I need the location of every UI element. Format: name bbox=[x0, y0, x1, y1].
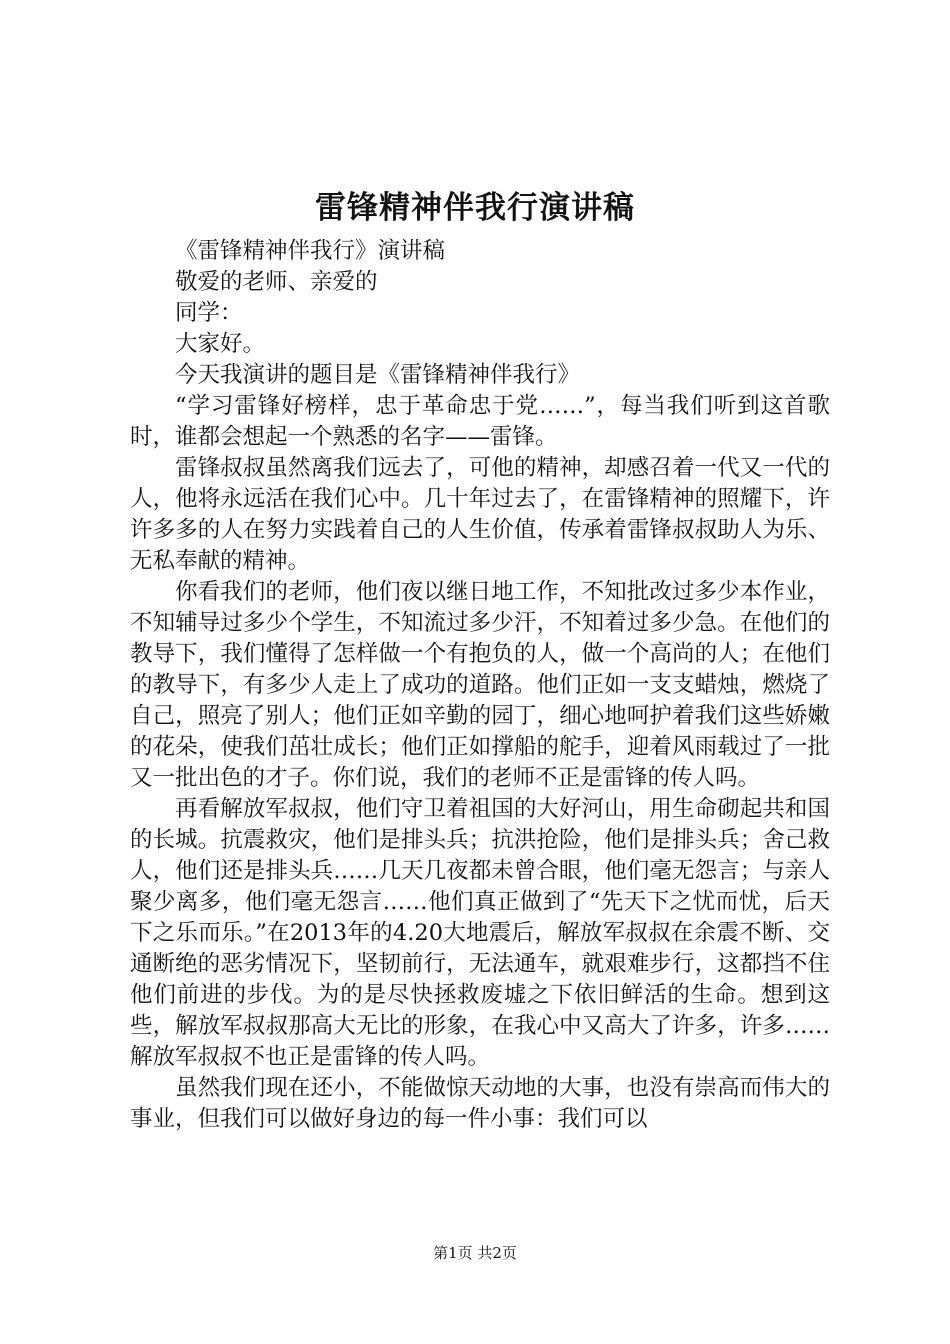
paragraph-song: “学习雷锋好榜样，忠于革命忠于党……”，每当我们听到这首歌时，谁都会想起一个熟悉的名字——雷锋。 bbox=[130, 393, 830, 450]
paragraph-soldiers: 再看解放军叔叔，他们守卫着祖国的大好河山，用生命砌起共和国的长城。抗震救灾，他们是排头兵；抗洪抢险，他们是排头兵；舍己救人，他们还是排头兵……几天几夜都未曾合眼，他们毫无怨言；与亲人聚少离多，他们毫无怨言……他们真正做到了“先天下之忧而忧，后天下之乐而乐。”在2013年的4.20大地震后，解放军叔叔在余震不断、交通断绝的恶劣情况下，坚韧前行，无法通车，就艰难步行，这都挡不住他们前进的步伐。为的是尽快拯救废墟之下依旧鲜活的生命。想到这些，解放军叔叔那高大无比的形象，在我心中又高大了许多，许多……解放军叔叔不也正是雷锋的传人吗。 bbox=[130, 796, 830, 1070]
paragraph-spirit: 雷锋叔叔虽然离我们远去了，可他的精神，却感召着一代又一代的人，他将永远活在我们心中。几十年过去了，在雷锋精神的照耀下，许许多多的人在努力实践着自己的人生价值，传承着雷锋叔叔助人为乐、无私奉献的精神。 bbox=[130, 455, 830, 574]
paragraph-speech-heading: 《雷锋精神伴我行》演讲稿 bbox=[175, 238, 446, 264]
page-title: 雷锋精神伴我行演讲稿 bbox=[315, 190, 635, 226]
paragraph-teachers: 你看我们的老师，他们夜以继日地工作，不知批改过多少本作业，不知辅导过多少个学生，不知流过多少汗，不知着过多少急。在他们的教导下，我们懂得了怎样做一个有抱负的人，做一个高尚的人；在他们的教导下，有多少人走上了成功的道路。他们正如一支支蜡烛，燃烧了自己，照亮了别人；他们正如辛勤的园丁，细心地呵护着我们这些娇嫩的花朵，使我们茁壮成长；他们正如撑船的舵手，迎着风雨载过了一批又一批出色的才子。你们说，我们的老师不正是雷锋的传人吗。 bbox=[130, 579, 830, 791]
paragraph-salutation-cont: 同学： bbox=[175, 300, 243, 326]
paragraph-greeting: 大家好。 bbox=[175, 331, 266, 357]
paragraph-topic: 今天我演讲的题目是《雷锋精神伴我行》 bbox=[175, 362, 581, 388]
speech-body bbox=[130, 236, 830, 1135]
page-footer: 第1页 共2页 bbox=[433, 1244, 517, 1262]
paragraph-small-things: 虽然我们现在还小，不能做惊天动地的大事，也没有崇高而伟大的事业，但我们可以做好身边的每一件小事：我们可以 bbox=[130, 1075, 830, 1132]
paragraph-salutation: 敬爱的老师、亲爱的 bbox=[175, 269, 378, 295]
